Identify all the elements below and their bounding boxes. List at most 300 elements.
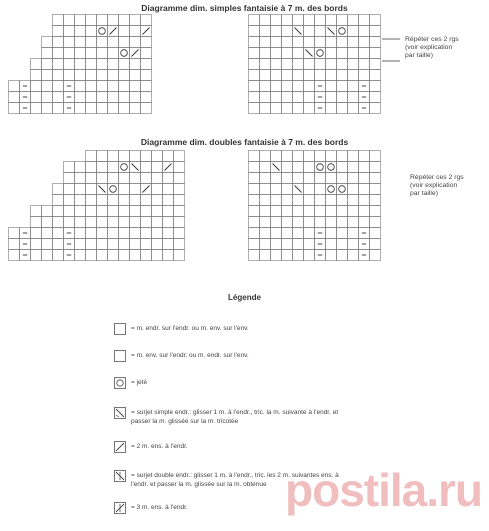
grid-cell: [174, 206, 185, 217]
grid-cells: [9, 15, 152, 114]
grid-cell: [282, 81, 293, 92]
grid-cell: [119, 59, 130, 70]
grid-cell: [130, 15, 141, 26]
grid-cell: [249, 15, 260, 26]
grid-cell: [152, 151, 163, 162]
grid-cell: [108, 162, 119, 173]
grid-cell: [337, 26, 348, 37]
grid-cell: [348, 70, 359, 81]
grid-cell: [348, 48, 359, 59]
grid-cell: [315, 184, 326, 195]
grid-cell: [260, 48, 271, 59]
grid-cell: [315, 162, 326, 173]
grid-cell: [359, 162, 370, 173]
grid-cell: [108, 81, 119, 92]
grid-cell: [249, 92, 260, 103]
grid-cell: [293, 92, 304, 103]
page-title-simple: Diagramme dim. simples fantaisie à 7 m. des bords: [141, 3, 348, 13]
grid-cell: [64, 26, 75, 37]
grid-cell: [249, 173, 260, 184]
grid-cell: [337, 151, 348, 162]
grid-cell: [326, 250, 337, 261]
grid-cell: [260, 15, 271, 26]
grid-cell: [97, 162, 108, 173]
grid-cell: [249, 228, 260, 239]
grid-cell: [9, 250, 20, 261]
grid-cell: [315, 217, 326, 228]
grid-cell: [260, 151, 271, 162]
grid-cell: [260, 195, 271, 206]
grid-cell: [249, 250, 260, 261]
grid-cell: [108, 173, 119, 184]
stitch-symbol: [273, 164, 280, 171]
grid-cell: [293, 59, 304, 70]
grid-cell: [108, 70, 119, 81]
grid-cell: [174, 184, 185, 195]
grid-cell: [130, 173, 141, 184]
grid-cell: [249, 217, 260, 228]
grid-cell: [359, 195, 370, 206]
grid-cell: [86, 151, 97, 162]
legend-text: [131, 408, 421, 426]
grid-cell: [9, 103, 20, 114]
grid-cell: [260, 250, 271, 261]
grid-cell: [370, 81, 381, 92]
grid-cell: [359, 59, 370, 70]
grid-cell: [293, 37, 304, 48]
grid-cell: [152, 217, 163, 228]
grid-cell: [326, 162, 337, 173]
grid-cell: [304, 162, 315, 173]
grid-cell: [42, 59, 53, 70]
grid-cell: [315, 173, 326, 184]
grid-cell: [337, 81, 348, 92]
grid-cell: [326, 228, 337, 239]
repeat-note-line-2: (voir explication: [405, 44, 453, 51]
grid-cell: [86, 162, 97, 173]
grid-cell: [42, 70, 53, 81]
grid-cell: [163, 173, 174, 184]
grid-cell: [119, 184, 130, 195]
grid-cell: [271, 206, 282, 217]
legend-text-line2: l'endr. et passer la m. glissée sur la m. obtenue: [131, 481, 267, 488]
grid-cell: [370, 228, 381, 239]
grid-cell: [75, 217, 86, 228]
grid-cell: [64, 15, 75, 26]
grid-cell: [141, 37, 152, 48]
grid-cell: [260, 81, 271, 92]
grid-cell: [97, 239, 108, 250]
grid-cell: [9, 239, 20, 250]
stitch-symbol: [339, 28, 346, 35]
legend-text: = m. endr. sur l'endr. ou m. env. sur l'env.: [131, 325, 249, 332]
grid-cell: [326, 103, 337, 114]
stitch-symbol: [110, 28, 117, 35]
grid-cell: [53, 239, 64, 250]
grid-cell: [293, 228, 304, 239]
grid-cell: [315, 195, 326, 206]
grid-cell: [42, 81, 53, 92]
grid-cell: [130, 37, 141, 48]
grid-cell: [370, 103, 381, 114]
grid-cell: [370, 195, 381, 206]
grid-cell: [64, 206, 75, 217]
grid-cell: [31, 217, 42, 228]
grid-cell: [293, 217, 304, 228]
grid-cell: [282, 173, 293, 184]
grid-cell: [260, 239, 271, 250]
grid-cell: [174, 173, 185, 184]
grid-cell: [152, 250, 163, 261]
grid-cell: [271, 173, 282, 184]
grid-cell: [31, 103, 42, 114]
grid-cell: [348, 228, 359, 239]
grid-cell: [9, 81, 20, 92]
grid-cell: [326, 92, 337, 103]
grid-cell: [53, 250, 64, 261]
grid-cell: [304, 59, 315, 70]
grid-cell: [152, 195, 163, 206]
grid-cell: [293, 195, 304, 206]
grid-cell: [370, 239, 381, 250]
grid-cell: [108, 59, 119, 70]
grid-cell: [130, 228, 141, 239]
stitch-symbol: [143, 186, 150, 193]
grid-cell: [86, 184, 97, 195]
chart-simple-left: [8, 14, 158, 124]
grid-cell: [304, 228, 315, 239]
grid-cell: [86, 206, 97, 217]
grid-cell: [53, 228, 64, 239]
grid-cell: [141, 195, 152, 206]
stitch-symbol: [317, 50, 324, 57]
grid-cell: [304, 151, 315, 162]
grid-cell: [348, 92, 359, 103]
stitch-symbol: [132, 164, 139, 171]
grid-cell: [42, 103, 53, 114]
grid-cell: [108, 195, 119, 206]
grid-cell: [260, 26, 271, 37]
grid-cell: [174, 228, 185, 239]
grid-cell: [260, 217, 271, 228]
grid-cell: [359, 184, 370, 195]
grid-cell: [108, 217, 119, 228]
grid-cell: [304, 184, 315, 195]
legend-text: = 2 m. ens. à l'endr.: [131, 443, 188, 450]
grid-cell: [75, 92, 86, 103]
grid-cell: [86, 195, 97, 206]
grid-cell: [64, 37, 75, 48]
grid-cell: [130, 81, 141, 92]
grid-cell: [271, 15, 282, 26]
grid-cell: [293, 103, 304, 114]
grid-cell: [282, 239, 293, 250]
grid-cell: [141, 228, 152, 239]
grid-cell: [53, 70, 64, 81]
grid-cell: [64, 162, 75, 173]
grid-cell: [141, 81, 152, 92]
repeat-note-line-1: Répéter ces 2 rgs: [410, 174, 464, 181]
grid-cell: [271, 37, 282, 48]
grid-cell: [75, 228, 86, 239]
grid-cell: [359, 151, 370, 162]
grid-cell: [304, 103, 315, 114]
grid-cell: [348, 217, 359, 228]
grid-cell: [337, 195, 348, 206]
grid-cell: [249, 70, 260, 81]
grid-cell: [108, 37, 119, 48]
grid-cell: [359, 37, 370, 48]
grid-cell: [42, 37, 53, 48]
chart-double-right: [248, 150, 408, 262]
grid-cell: [119, 48, 130, 59]
grid-cell: [348, 26, 359, 37]
stitch-symbol: [143, 28, 150, 35]
grid-cell: [86, 48, 97, 59]
grid-cell: [119, 70, 130, 81]
grid-cell: [348, 59, 359, 70]
grid-cell: [97, 70, 108, 81]
grid-cell: [97, 228, 108, 239]
grid-cell: [282, 217, 293, 228]
stitch-symbol: [328, 28, 335, 35]
grid-cell: [75, 59, 86, 70]
grid-cell: [249, 162, 260, 173]
grid-cell: [130, 103, 141, 114]
grid-cell: [271, 48, 282, 59]
grid-cell: [326, 217, 337, 228]
grid-cell: [108, 250, 119, 261]
grid-cell: [370, 162, 381, 173]
grid-cell: [348, 250, 359, 261]
grid-cell: [326, 48, 337, 59]
grid-cell: [75, 48, 86, 59]
grid-cell: [249, 37, 260, 48]
repeat-note-line-3: par taille): [405, 52, 433, 59]
grid-cell: [75, 70, 86, 81]
stitch-symbol: [121, 50, 128, 57]
grid-cell: [152, 206, 163, 217]
grid-cell: [174, 151, 185, 162]
grid-cell: [315, 151, 326, 162]
grid-cell: [282, 15, 293, 26]
chart-double-left: [8, 150, 198, 262]
grid-cell: [370, 26, 381, 37]
grid-cell: [271, 81, 282, 92]
grid-cell: [119, 195, 130, 206]
repeat-note-line-1: Répéter ces 2 rgs: [405, 36, 459, 43]
grid-cell: [31, 92, 42, 103]
grid-cell: [163, 184, 174, 195]
grid-cell: [163, 217, 174, 228]
grid-cell: [86, 250, 97, 261]
grid-cell: [108, 228, 119, 239]
grid-cell: [42, 250, 53, 261]
grid-cell: [108, 206, 119, 217]
grid-cell: [337, 48, 348, 59]
grid-cell: [282, 70, 293, 81]
grid-cell: [370, 92, 381, 103]
repeat-note-line-3: par taille): [410, 190, 438, 197]
grid-cell: [359, 15, 370, 26]
grid-cell: [348, 15, 359, 26]
legend-text: = 3 m. ens. à l'endr.: [131, 504, 188, 511]
grid-cell: [97, 151, 108, 162]
grid-cell: [293, 173, 304, 184]
chart-simple-right: [248, 14, 398, 124]
grid-cell: [119, 26, 130, 37]
grid-cell: [348, 37, 359, 48]
grid-cell: [326, 239, 337, 250]
grid-cell: [119, 206, 130, 217]
grid-cell: [282, 206, 293, 217]
grid-cell: [260, 103, 271, 114]
watermark: postila.ru: [285, 464, 483, 516]
grid-cell: [152, 184, 163, 195]
grid-cell: [315, 26, 326, 37]
grid-cell: [86, 15, 97, 26]
grid-cells: [249, 151, 381, 261]
grid-cell: [282, 151, 293, 162]
grid-cell: [337, 37, 348, 48]
grid-cell: [97, 206, 108, 217]
grid-cell: [337, 184, 348, 195]
grid-cell: [348, 103, 359, 114]
grid-cell: [130, 250, 141, 261]
grid-cell: [141, 92, 152, 103]
grid-cell: [31, 59, 42, 70]
grid-cell: [337, 70, 348, 81]
grid-cell: [315, 48, 326, 59]
grid-cell: [359, 173, 370, 184]
grid-cell: [293, 239, 304, 250]
grid-cell: [163, 228, 174, 239]
grid-cell: [152, 162, 163, 173]
grid-cell: [271, 250, 282, 261]
grid-cell: [271, 103, 282, 114]
grid-cell: [326, 195, 337, 206]
grid-cell: [174, 162, 185, 173]
grid-cell: [337, 228, 348, 239]
grid-cell: [282, 228, 293, 239]
grid-cell: [97, 37, 108, 48]
grid-cell: [326, 151, 337, 162]
grid-cell: [304, 81, 315, 92]
grid-cell: [141, 151, 152, 162]
grid-cell: [282, 195, 293, 206]
grid-cell: [141, 70, 152, 81]
right-slant-square-icon: [114, 441, 126, 453]
grid-cell: [174, 217, 185, 228]
grid-cell: [141, 48, 152, 59]
repeat-note-line-2: (voir explication: [410, 182, 458, 189]
grid-cell: [108, 15, 119, 26]
legend-text-line1: = surjet simple endr.: glisser 1 m. à l'endr., tric. la m. suivante à l'endr. et: [131, 409, 339, 416]
grid-cell: [97, 195, 108, 206]
grid-cell: [304, 250, 315, 261]
grid-cell: [260, 206, 271, 217]
triple-square-icon: [114, 502, 126, 514]
grid-cell: [119, 37, 130, 48]
grid-cell: [348, 151, 359, 162]
grid-cell: [97, 26, 108, 37]
stitch-symbol: [99, 28, 106, 35]
grid-cell: [75, 195, 86, 206]
grid-cell: [108, 103, 119, 114]
grid-cell: [86, 103, 97, 114]
grid-cell: [293, 70, 304, 81]
grid-cell: [86, 92, 97, 103]
grid-cell: [282, 26, 293, 37]
grid-cell: [348, 81, 359, 92]
grid-cell: [304, 70, 315, 81]
grid-cell: [370, 59, 381, 70]
grid-cell: [119, 81, 130, 92]
grid-cell: [42, 217, 53, 228]
grid-cell: [119, 217, 130, 228]
grid-cell: [337, 217, 348, 228]
grid-cell: [119, 239, 130, 250]
grid-cell: [337, 173, 348, 184]
grid-cell: [75, 37, 86, 48]
grid-cell: [141, 15, 152, 26]
grid-cell: [370, 184, 381, 195]
grid-cell: [152, 228, 163, 239]
stitch-symbol: [317, 164, 324, 171]
grid-cell: [348, 173, 359, 184]
grid-cell: [337, 103, 348, 114]
grid-cell: [141, 162, 152, 173]
grid-cell: [130, 184, 141, 195]
grid-cell: [86, 81, 97, 92]
grid-cell: [31, 81, 42, 92]
grid-cell: [249, 151, 260, 162]
grid-cell: [282, 162, 293, 173]
legend-text-line2: passer la m. glissée sur la m. tricotée: [131, 418, 239, 425]
grid-cell: [249, 239, 260, 250]
grid-cell: [75, 15, 86, 26]
grid-cell: [370, 37, 381, 48]
grid-cell: [249, 81, 260, 92]
grid-cell: [337, 206, 348, 217]
grid-cell: [359, 48, 370, 59]
grid-cell: [75, 162, 86, 173]
grid-cell: [53, 195, 64, 206]
grid-cell: [315, 206, 326, 217]
grid-cell: [108, 92, 119, 103]
grid-cell: [326, 184, 337, 195]
grid-cell: [304, 173, 315, 184]
grid-cell: [304, 206, 315, 217]
grid-cell: [282, 184, 293, 195]
grid-cell: [326, 173, 337, 184]
legend-title: Légende: [228, 293, 261, 302]
grid-cell: [53, 217, 64, 228]
grid-cell: [326, 15, 337, 26]
grid-cell: [174, 239, 185, 250]
grid-cell: [271, 228, 282, 239]
grid-cell: [130, 151, 141, 162]
grid-cell: [64, 59, 75, 70]
grid-cell: [315, 59, 326, 70]
grid-cell: [97, 59, 108, 70]
grid-cell: [293, 162, 304, 173]
grid-cell: [249, 26, 260, 37]
grid-cell: [86, 26, 97, 37]
grid-cell: [271, 195, 282, 206]
grid-cell: [31, 228, 42, 239]
grid-cell: [130, 195, 141, 206]
